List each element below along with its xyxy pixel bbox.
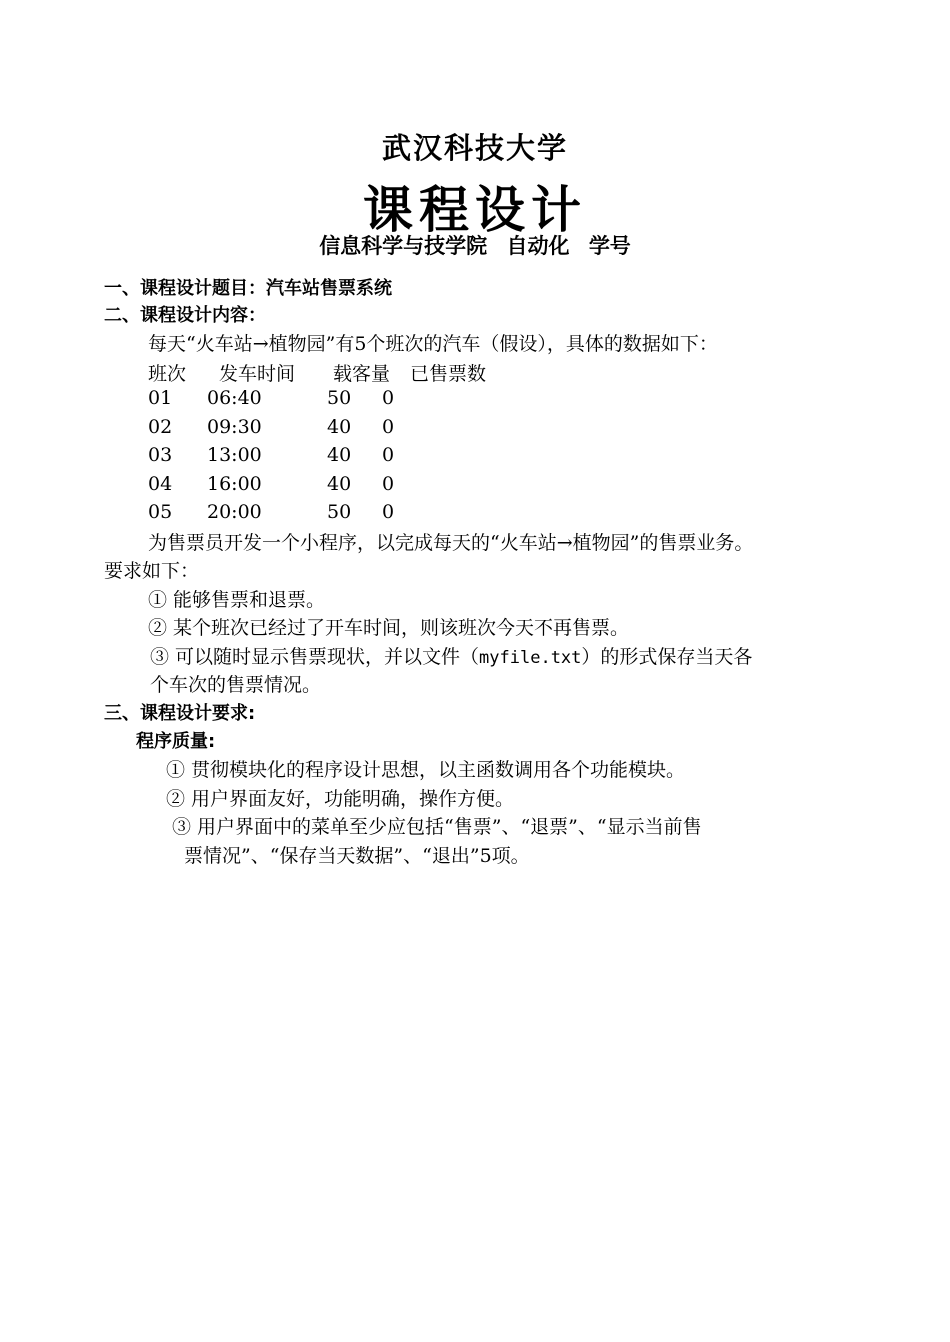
requirement-3-text-b: ）的形式保存当天各 [581, 646, 753, 668]
university-name: 武汉科技大学 [381, 131, 568, 165]
program-quality-heading: 程序质量: [136, 731, 216, 752]
document-title: 课程设计 [363, 181, 587, 239]
column-header: 发车时间 [219, 363, 296, 385]
department-name: 信息科学与技学院 [319, 234, 488, 258]
table-cell: 40 [327, 415, 352, 438]
section-3-heading: 三、课程设计要求: [104, 703, 256, 724]
quality-item-3-line-2: 票情况”、“保存当天数据”、“退出”5项。 [184, 845, 530, 867]
section-2-heading: 二、课程设计内容： [104, 305, 266, 326]
requirement-3-line-2: 个车次的售票情况。 [150, 674, 322, 696]
section-1-heading [104, 274, 392, 303]
requirement-3-text-a: ③ 可以随时显示售票现状，并以文件（ [150, 646, 480, 668]
table-cell: 0 [382, 472, 395, 495]
table-cell: 0 [382, 444, 395, 467]
table-cell: 01 [148, 387, 173, 410]
requirement-2: ② 某个班次已经过了开车时间，则该班次今天不再售票。 [148, 617, 630, 639]
student-id-label: 学号 [588, 234, 631, 258]
table-cell: 20:00 [207, 500, 262, 523]
table-cell: 13:00 [207, 444, 262, 467]
quality-item-2: ② 用户界面友好，功能明确，操作方便。 [166, 788, 515, 810]
table-cell: 0 [382, 415, 395, 438]
quality-item-3-line-1: ③ 用户界面中的菜单至少应包括“售票”、“退票”、“显示当前售 [172, 816, 702, 838]
table-cell: 06:40 [207, 387, 262, 410]
requirement-1: ① 能够售票和退票。 [148, 589, 326, 611]
table-cell: 04 [148, 472, 173, 495]
column-header: 载客量 [333, 363, 391, 385]
quality-item-1: ① 贯彻模块化的程序设计思想，以主函数调用各个功能模块。 [166, 759, 686, 781]
table-cell: 50 [327, 387, 352, 410]
table-cell: 50 [327, 500, 352, 523]
column-header: 班次 [148, 363, 187, 385]
table-cell: 40 [327, 444, 352, 467]
task-text-line-2: 要求如下： [104, 560, 200, 582]
table-cell: 05 [148, 500, 173, 523]
task-text-line-1: 为售票员开发一个小程序，以完成每天的“火车站→植物园”的售票业务。 [148, 532, 754, 554]
department-line [0, 230, 950, 260]
table-cell: 03 [148, 444, 173, 467]
requirement-3-line-1 [150, 643, 752, 672]
table-cell: 02 [148, 415, 173, 438]
section-1-value: 汽车站售票系统 [266, 278, 392, 299]
table-cell: 0 [382, 500, 395, 523]
major-name: 自动化 [506, 234, 570, 258]
requirement-3-filename: myfile.txt [479, 648, 582, 668]
table-cell: 16:00 [207, 472, 262, 495]
intro-text: 每天“火车站→植物园”有5个班次的汽车（假设），具体的数据如下： [148, 333, 718, 355]
table-cell: 40 [327, 472, 352, 495]
column-header: 已售票数 [410, 363, 487, 385]
table-cell: 0 [382, 387, 395, 410]
table-cell: 09:30 [207, 415, 262, 438]
section-1-label: 一、课程设计题目： [104, 278, 266, 299]
